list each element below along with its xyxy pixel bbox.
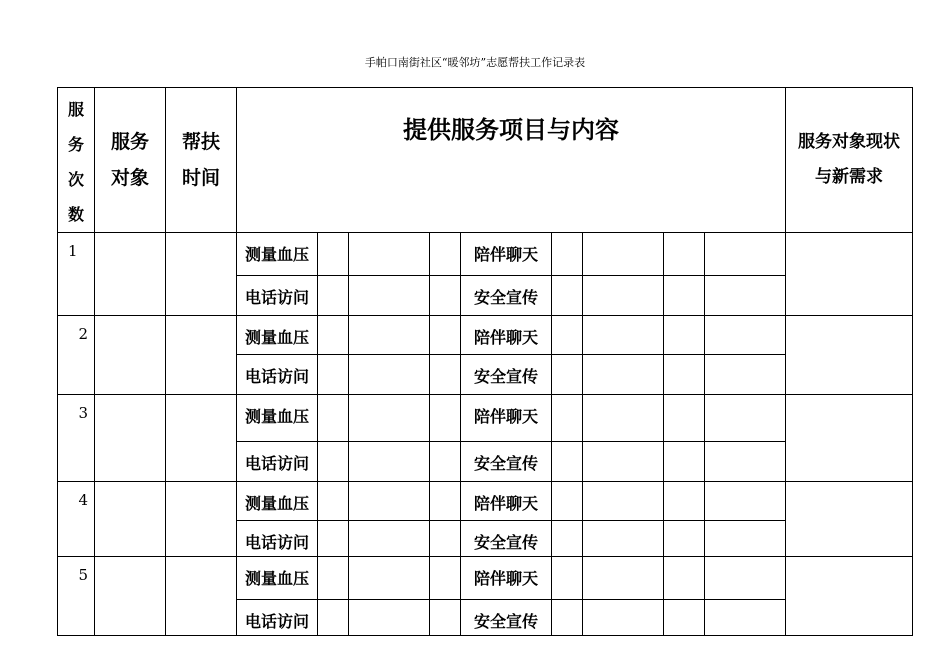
service-check-cell[interactable] bbox=[552, 521, 583, 557]
time-cell[interactable] bbox=[166, 482, 237, 557]
blank-cell[interactable] bbox=[583, 276, 664, 316]
status-cell[interactable] bbox=[786, 316, 913, 395]
blank-cell[interactable] bbox=[583, 521, 664, 557]
target-cell[interactable] bbox=[95, 233, 166, 316]
header-target-line: 对象 bbox=[110, 167, 149, 189]
time-cell[interactable] bbox=[166, 395, 237, 482]
service-check-cell[interactable] bbox=[552, 316, 583, 355]
target-cell[interactable] bbox=[95, 557, 166, 636]
service-check-cell[interactable] bbox=[318, 233, 349, 276]
header-serial-char: 务 bbox=[67, 135, 84, 154]
blank-cell[interactable] bbox=[705, 355, 786, 395]
service-check-cell[interactable] bbox=[318, 600, 349, 636]
service-label: 陪伴聊天 bbox=[461, 316, 552, 355]
service-label: 电话访问 bbox=[237, 442, 318, 482]
service-check-cell[interactable] bbox=[430, 442, 461, 482]
blank-cell[interactable] bbox=[583, 557, 664, 600]
service-check-cell[interactable] bbox=[552, 557, 583, 600]
blank-cell[interactable] bbox=[349, 316, 430, 355]
document-title: 手帕口南街社区“暖邻坊”志愿帮扶工作记录表 bbox=[364, 56, 586, 69]
blank-cell[interactable] bbox=[705, 557, 786, 600]
blank-cell[interactable] bbox=[664, 233, 705, 276]
blank-cell[interactable] bbox=[664, 521, 705, 557]
blank-cell[interactable] bbox=[705, 482, 786, 521]
service-label: 安全宣传 bbox=[461, 521, 552, 557]
service-check-cell[interactable] bbox=[552, 276, 583, 316]
service-label: 安全宣传 bbox=[461, 442, 552, 482]
status-cell[interactable] bbox=[786, 482, 913, 557]
header-serial bbox=[58, 88, 95, 233]
blank-cell[interactable] bbox=[349, 521, 430, 557]
blank-cell[interactable] bbox=[664, 482, 705, 521]
service-label: 电话访问 bbox=[237, 521, 318, 557]
row-number: 5 bbox=[58, 557, 95, 636]
blank-cell[interactable] bbox=[349, 482, 430, 521]
record-table bbox=[57, 87, 913, 636]
service-check-cell[interactable] bbox=[552, 442, 583, 482]
blank-cell[interactable] bbox=[583, 355, 664, 395]
header-status-line: 服务对象现状 bbox=[798, 132, 900, 152]
service-check-cell[interactable] bbox=[430, 276, 461, 316]
blank-cell[interactable] bbox=[705, 316, 786, 355]
record-row bbox=[58, 395, 913, 442]
service-label: 安全宣传 bbox=[461, 276, 552, 316]
header-time bbox=[166, 88, 237, 233]
service-check-cell[interactable] bbox=[552, 482, 583, 521]
header-time-line: 帮扶 bbox=[181, 131, 220, 153]
blank-cell[interactable] bbox=[705, 521, 786, 557]
record-row bbox=[58, 233, 913, 276]
service-label: 陪伴聊天 bbox=[461, 482, 552, 521]
blank-cell[interactable] bbox=[349, 233, 430, 276]
service-label: 测量血压 bbox=[237, 482, 318, 521]
record-row bbox=[58, 316, 913, 355]
header-target-line: 服务 bbox=[110, 131, 149, 153]
service-check-cell[interactable] bbox=[318, 355, 349, 395]
time-cell[interactable] bbox=[166, 316, 237, 395]
blank-cell[interactable] bbox=[583, 482, 664, 521]
blank-cell[interactable] bbox=[583, 600, 664, 636]
service-check-cell[interactable] bbox=[552, 600, 583, 636]
blank-cell[interactable] bbox=[349, 600, 430, 636]
service-check-cell[interactable] bbox=[430, 557, 461, 600]
blank-cell[interactable] bbox=[349, 355, 430, 395]
row-number: 4 bbox=[58, 482, 95, 557]
service-check-cell[interactable] bbox=[318, 557, 349, 600]
service-label: 测量血压 bbox=[237, 557, 318, 600]
time-cell[interactable] bbox=[166, 233, 237, 316]
header-serial-char: 服 bbox=[67, 100, 84, 119]
blank-cell[interactable] bbox=[664, 557, 705, 600]
service-label: 安全宣传 bbox=[461, 600, 552, 636]
blank-cell[interactable] bbox=[705, 395, 786, 442]
header-serial-char: 次 bbox=[67, 170, 84, 189]
row-number: 1 bbox=[58, 233, 95, 316]
blank-cell[interactable] bbox=[583, 233, 664, 276]
row-number: 3 bbox=[58, 395, 95, 482]
row-number: 2 bbox=[58, 316, 95, 395]
service-check-cell[interactable] bbox=[552, 233, 583, 276]
target-cell[interactable] bbox=[95, 482, 166, 557]
target-cell[interactable] bbox=[95, 316, 166, 395]
blank-cell[interactable] bbox=[705, 442, 786, 482]
blank-cell[interactable] bbox=[349, 395, 430, 442]
blank-cell[interactable] bbox=[705, 600, 786, 636]
service-label: 测量血压 bbox=[237, 233, 318, 276]
status-cell[interactable] bbox=[786, 395, 913, 482]
service-label: 测量血压 bbox=[237, 395, 318, 442]
service-label: 电话访问 bbox=[237, 600, 318, 636]
service-check-cell[interactable] bbox=[430, 355, 461, 395]
service-check-cell[interactable] bbox=[318, 442, 349, 482]
blank-cell[interactable] bbox=[705, 233, 786, 276]
blank-cell[interactable] bbox=[583, 316, 664, 355]
blank-cell[interactable] bbox=[664, 395, 705, 442]
service-check-cell[interactable] bbox=[318, 521, 349, 557]
blank-cell[interactable] bbox=[583, 442, 664, 482]
service-check-cell[interactable] bbox=[318, 276, 349, 316]
service-check-cell[interactable] bbox=[552, 355, 583, 395]
header-row bbox=[58, 88, 913, 233]
service-check-cell[interactable] bbox=[430, 600, 461, 636]
service-check-cell[interactable] bbox=[318, 482, 349, 521]
service-check-cell[interactable] bbox=[552, 395, 583, 442]
service-label: 陪伴聊天 bbox=[461, 557, 552, 600]
blank-cell[interactable] bbox=[349, 276, 430, 316]
record-row bbox=[58, 557, 913, 600]
service-check-cell[interactable] bbox=[430, 521, 461, 557]
blank-cell[interactable] bbox=[705, 276, 786, 316]
blank-cell[interactable] bbox=[664, 355, 705, 395]
service-label: 安全宣传 bbox=[461, 355, 552, 395]
time-cell[interactable] bbox=[166, 557, 237, 636]
header-time-line: 时间 bbox=[181, 167, 220, 189]
header-target bbox=[95, 88, 166, 233]
blank-cell[interactable] bbox=[583, 395, 664, 442]
service-check-cell[interactable] bbox=[318, 395, 349, 442]
header-status bbox=[786, 88, 913, 233]
header-content: 提供服务项目与内容 bbox=[237, 88, 786, 233]
service-label: 电话访问 bbox=[237, 276, 318, 316]
blank-cell[interactable] bbox=[349, 442, 430, 482]
header-serial-char: 数 bbox=[67, 205, 84, 224]
status-cell[interactable] bbox=[786, 233, 913, 316]
blank-cell[interactable] bbox=[664, 316, 705, 355]
service-check-cell[interactable] bbox=[430, 316, 461, 355]
status-cell[interactable] bbox=[786, 557, 913, 636]
service-label: 测量血压 bbox=[237, 316, 318, 355]
service-label: 电话访问 bbox=[237, 355, 318, 395]
service-check-cell[interactable] bbox=[430, 233, 461, 276]
service-check-cell[interactable] bbox=[430, 482, 461, 521]
blank-cell[interactable] bbox=[349, 557, 430, 600]
blank-cell[interactable] bbox=[664, 276, 705, 316]
blank-cell[interactable] bbox=[664, 600, 705, 636]
service-check-cell[interactable] bbox=[430, 395, 461, 442]
target-cell[interactable] bbox=[95, 395, 166, 482]
record-row bbox=[58, 482, 913, 521]
service-label: 陪伴聊天 bbox=[461, 395, 552, 442]
blank-cell[interactable] bbox=[664, 442, 705, 482]
header-status-line: 与新需求 bbox=[815, 167, 883, 187]
service-check-cell[interactable] bbox=[318, 316, 349, 355]
service-label: 陪伴聊天 bbox=[461, 233, 552, 276]
